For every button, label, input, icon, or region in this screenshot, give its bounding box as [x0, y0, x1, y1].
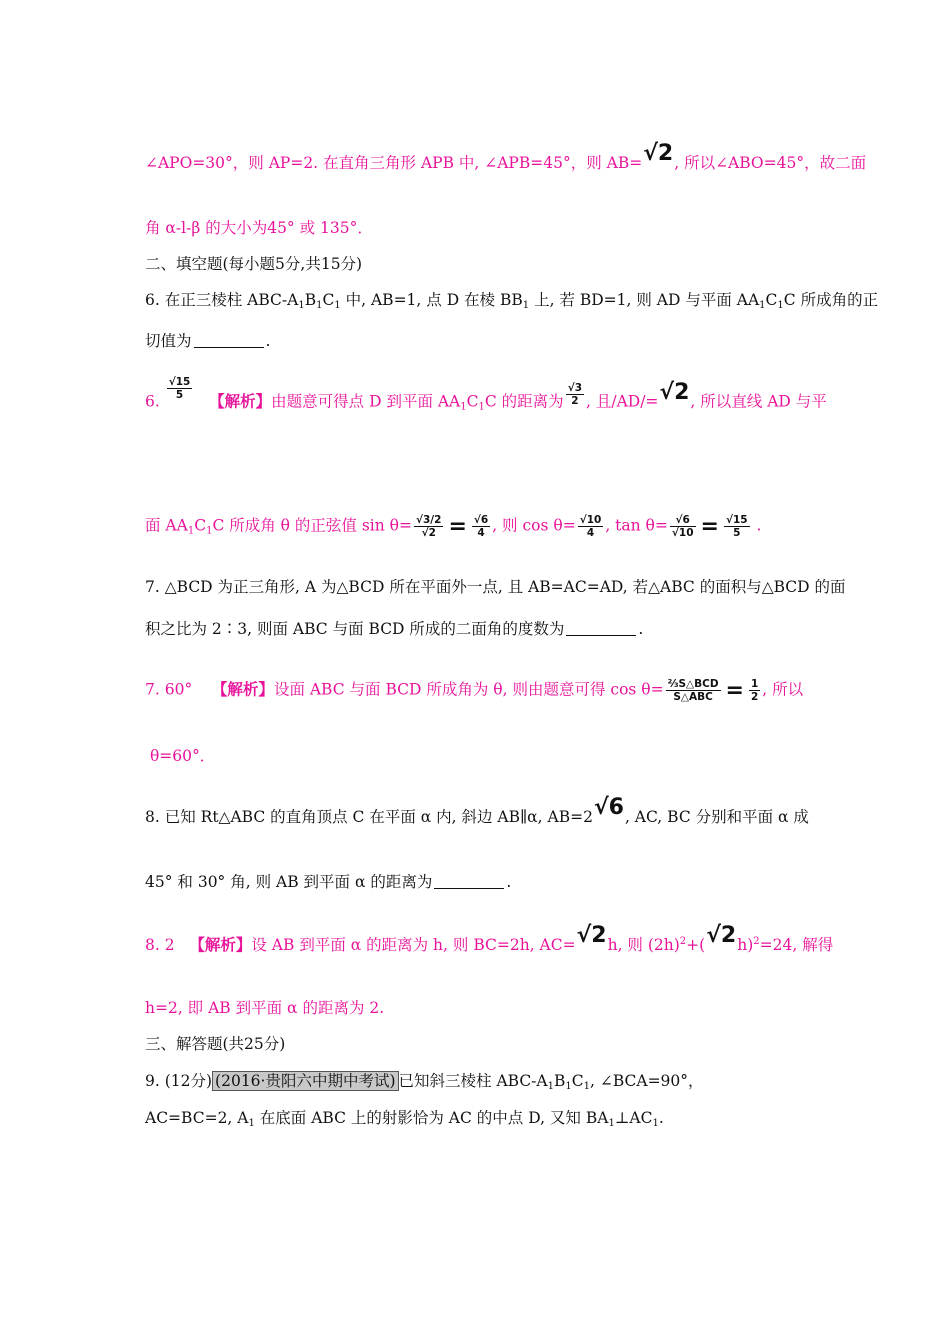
- question-8: 8. 已知 Rt△ABC 的直角顶点 C 在平面 α 内, 斜边 AB∥α, AB=2√6, AC, BC 分别和平面 α 成: [145, 795, 809, 826]
- sqrt-icon: √2: [706, 923, 737, 948]
- question-7-end: 积之比为 2∶3, 则面 ABC 与面 BCD 所成的二面角的度数为 .: [145, 620, 644, 638]
- section-answer-heading: 三、解答题(共25分): [145, 1035, 286, 1053]
- sqrt-icon: √2: [576, 923, 607, 948]
- solution-7: 7. 60° 【解析】设面 ABC 与面 BCD 所成角为 θ, 则由题意可得 cos θ= $\frac{\text{⅔S△BCD}}{\text{S△ABC}}$ = $\frac{1}{2}$ , 所以: [145, 677, 804, 703]
- fraction: $\frac{√6}{4}$: [473, 514, 489, 539]
- question-6-end: 切值为 .: [145, 332, 271, 350]
- solution-8-end: h=2, 即 AB 到平面 α 的距离为 2.: [145, 999, 385, 1017]
- solution-8: 8. 2 【解析】设 AB 到平面 α 的距离为 h, 则 BC=2h, AC=√2h, 则 $(2h)^2+(√2h)^2=24$, 解得: [145, 923, 834, 954]
- solution-7-end: θ=60°．: [149, 747, 216, 765]
- solution-6: 6. $\frac{√15}{5}$ 【解析】由题意可得点 D 到平面 $AA_1C_1C$ 的距离为 $\frac{√3}{2}$ , 且/AD/=√2, 所以直线 AD 与平: [145, 376, 827, 413]
- question-6: 6. 在正三棱柱 ABC-$A_1B_1C_1$ 中, AB=1, 点 D 在棱 $BB_1$ 上, 若 BD=1, 则 AD 与平面 $AA_1C_1C$ 所成角的正: [145, 291, 879, 311]
- answer-blank: [434, 874, 504, 889]
- section-fill-in-heading: 二、填空题(每小题5分,共15分): [145, 255, 363, 273]
- solution-5-continued: ∠APO=30°，则 AP=2. 在直角三角形 APB 中, ∠APB=45°，则 AB=√2, 所以∠ABO=45°，故二面: [145, 141, 867, 172]
- question-7: 7. △BCD 为正三角形, A 为△BCD 所在平面外一点, 且 AB=AC=AD, 若△ABC 的面积与△BCD 的面: [145, 578, 846, 596]
- answer-blank: [566, 621, 636, 636]
- source-tag: (2016·贵阳六中期中考试): [212, 1071, 398, 1091]
- fraction: $\frac{\text{⅔S△BCD}}{\text{S△ABC}}$: [667, 678, 719, 703]
- solution-5-end: 角 α-l-β 的大小为45° 或 135°．: [145, 219, 373, 237]
- sqrt-icon: √2: [643, 141, 674, 166]
- fraction: $\frac{√15}{5}$: [168, 376, 191, 401]
- answer-blank: [194, 333, 264, 348]
- fraction: $\frac{√3/2}{√2}$: [416, 514, 442, 539]
- sqrt-icon: √6: [593, 795, 624, 820]
- solution-6-continued: 面 $AA_1C_1C$ 所成角 θ 的正弦值 sin θ= $\frac{√3/2}{√2}$ = $\frac{√6}{4}$ , 则 cos θ= $\frac{√10}{4}$ , tan θ= $\frac{√6}{√10}$ = $\frac{√15}{5}$ .: [145, 513, 762, 539]
- sqrt-icon: √2: [659, 379, 690, 405]
- fraction: $\frac{√3}{2}$: [567, 382, 582, 407]
- fraction: $\frac{√10}{4}$: [579, 514, 602, 539]
- question-9: 9. (12分) (2016·贵阳六中期中考试) 已知斜三棱柱 ABC-$A_1B_1C_1$, ∠BCA=90°，: [145, 1072, 704, 1092]
- fraction: $\frac{√6}{√10}$: [671, 514, 694, 539]
- question-9-continued: AC=BC=2, $A_1$ 在底面 ABC 上的射影恰为 AC 的中点 D, 又知 $BA_1\perp AC_1$.: [145, 1109, 664, 1129]
- fraction: $\frac{√15}{5}$: [725, 514, 748, 539]
- question-8-end: 45° 和 30° 角, 则 AB 到平面 α 的距离为 .: [145, 873, 512, 891]
- fraction: $\frac{1}{2}$: [750, 678, 759, 703]
